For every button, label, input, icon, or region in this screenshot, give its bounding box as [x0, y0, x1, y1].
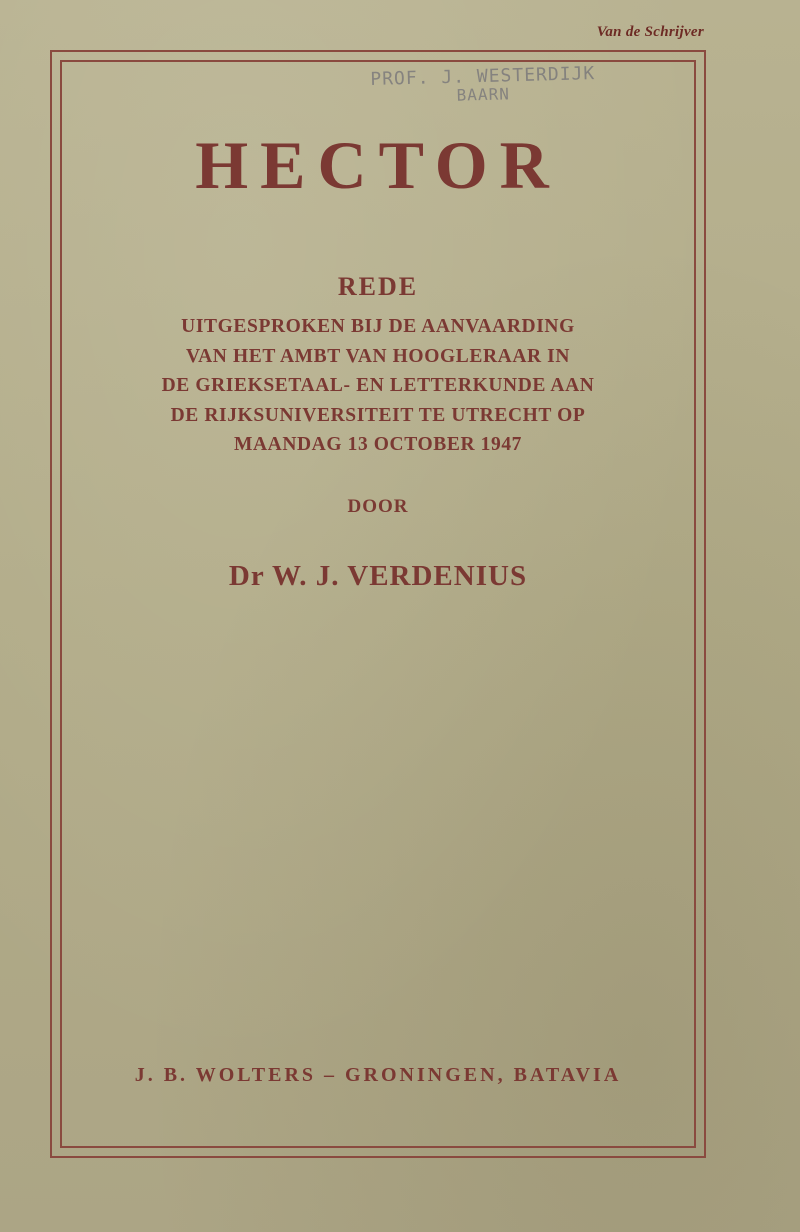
- occasion-text: [100, 312, 656, 460]
- book-subtitle: REDE: [337, 272, 419, 301]
- stamp-name: PROF. J. WESTERDIJK: [370, 63, 596, 90]
- book-title: HECTOR: [195, 127, 561, 203]
- owner-stamp: [338, 62, 629, 108]
- author-name: Dr W. J. VERDENIUS: [228, 560, 528, 592]
- cover-frame-inner: [60, 60, 696, 1148]
- handwritten-note: Van de Schrijver: [596, 24, 704, 40]
- occasion-line: VAN HET AMBT VAN HOOGLERAAR IN: [185, 345, 571, 367]
- occasion-line: MAANDAG 13 OCTOBER 1947: [233, 434, 523, 455]
- occasion-line: DE RIJKSUNIVERSITEIT TE UTRECHT OP: [170, 404, 586, 426]
- stamp-place: BAARN: [456, 84, 511, 105]
- occasion-line: DE GRIEKSETAAL- EN LETTERKUNDE AAN: [161, 375, 595, 396]
- by-label: DOOR: [347, 496, 409, 517]
- occasion-line: UITGESPROKEN BIJ DE AANVAARDING: [181, 316, 575, 337]
- publisher-line: J. B. WOLTERS – GRONINGEN, BATAVIA: [134, 1064, 622, 1086]
